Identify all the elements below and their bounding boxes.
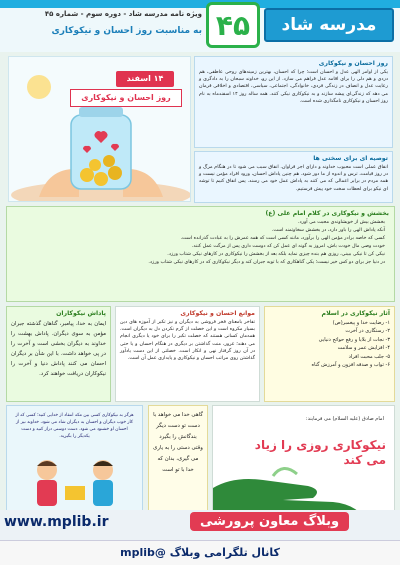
header-top-bar [0,0,400,8]
page-title: مدرسه شاد [264,8,394,42]
list-item: آنکه پاداش الهی را باور دارد، در بخشش سخاوتمند است. [271,228,385,233]
section-text: ایمان به خدا، پیامبر، گناهان گذشته جبران مؤمن به سوی دیگران. پاداش بهشت را خداوند به دیگران بخشی است و آخرت را در پی خواهد داشت. با این شأن بر دیگران احسان می کنند پاداش دنیا و آخرت را نیکوکاران دریافت خواهند کرد. [11,321,106,377]
section-title: توصیه ای برای سختی ها [313,155,388,162]
calligraphy-source: امام صادق (علیه السلام) می فرمایند: [305,416,384,422]
ehsan-day-section [194,56,393,148]
quote-text: گاهی خدا می خواهد با دست تو دست دیگر بندگانش را بگیرد وقتی دستی را به یاری می گیری، بدان که خدا با تو است [153,412,203,473]
section-title: روز احسان و نیکوکاری [318,60,388,67]
list-item: خودت وصی مال خودت باش، امروز به گونه ای عمل کن که دوست داری پس از مرگت عمل کنند. [191,244,385,249]
section-text: تفاخر بامعنای فخر فروشی به دیگران و نیز تکبر از آموزه های دین بسیار مکروه است و این خصلت از گرم نکردن دل به دیگران است. همه‌مان کسانی هستند که خصلت تکبر را برای خود یا دیگری انجام می دهند؛ غرور، منت گذاشتن بر دیگری در هنگام احسان و یا حتی در آن روز گرفتار نهی و انکار است. خصلتی از این دست یادآور گذاشتن روی مراتب احسان و نیکوکاری و پایداری عمل آن است. [120,320,255,362]
list-item: نیکی کن تا نیکی ببینی، روزی هم بنده چیزی نماید بلکه بعد از بخشش را نیکوکاری در کارهای نیکی شتاب ورزد. [167,252,385,257]
site-link[interactable]: www.mplib.ir [4,514,109,530]
hero-illustration [8,56,191,202]
blog-name: وبلاگ معاون پرورشی [190,512,349,531]
section-title: آثار نیکوکاری در اسلام [321,310,390,317]
list-item: ۱- رضایت خدا و پیغمبر(ص) [332,320,390,326]
children-illustration [6,405,143,520]
list-item: ۶- ثواب و صدقه افزون و آمرزش گناه [311,362,390,369]
section-text: انفاق عملی است محبوب خداوند و دارای اجر فراوان. انفاق سبب می شود تا در هنگام مرگ و در روز قیامت، ترس و اندوه از ما دور شود. هم چنین پاداش احسان، ورود افراد مؤمن نیست و همه مردم در برابر اعمالی که می کنند به پاداش عمل خود می رسند. پس انفاق کنیم تا توشه ای نیکو برای لحظات سخت خود پیش فرستیم. [199,165,388,192]
list-item: ۲- رستگاری در آخرت [345,328,390,335]
children-icon [17,456,134,516]
reward-section [6,306,111,402]
advice-section [194,151,393,203]
section-title: موانع احسان و نیکوکاری [180,310,255,317]
hero-caption: روز احسان و نیکوکاری [70,89,182,107]
telegram-bar[interactable] [0,540,400,565]
list-item: در دنیا جز برای دو کس خیر نیست؛ یکی گناهکاری که با توبه جبران کند و دیگر نیکوکاری که در کارهای نیکی شتاب ورزد. [148,260,385,265]
calligraphy-panel [212,405,395,520]
section-title: پاداش نیکوکاران [56,310,106,317]
telegram-handle[interactable]: @mplib [120,546,166,559]
list-item: کسی که خاصه برادر مؤمن الهی را برآورد، مانند کسی است که همه عمرش را به عبادت گذرانده است. [180,236,385,241]
donation-jar-icon [9,57,191,202]
issue-number: ۴۵ [206,2,260,48]
list-item: ۴- افزایش عمر و سلامت [337,345,390,352]
issue-line: ویژه نامه مدرسه شاد - دوره سوم - شماره ۴۵ [44,10,202,18]
section-text: یکی از اوامر الهی عدل و احسان است؛ چرا که احسان، بهترین زمینه‌های روحی عاطفی، هم دردی و هم دلی را برای اقامه عدل فراهم می سازد. از این رو، خداوند سبحان را به دادگری و رعایت عدل و انصاف در زندگی فردی، خانوادگی، اجتماعی، سیاسی، اقتصادی و اخلاقی فرمان می دهد که زندگی‌ای پیشه سازند و به نیکوکاری نیکی کنند. همه ساله روز ۱۴ اسفندماه به نام روز احسان و نیکوکاری نامگذاری شده است. [199,70,388,104]
date-badge: ۱۴ اسفند [116,71,174,87]
calligraphy-text: نیکوکاری روزی را زیاد می کند [254,438,386,467]
imam-ali-quotes-section [6,206,395,302]
effects-section [264,306,395,402]
list-item: بخشش بیش از خویشاوندی محبت می آورد. [298,220,385,225]
list-item: ۵- جلب محبت افراد [348,353,390,360]
telegram-label: کانال تلگرامی وبلاگ [169,546,280,559]
quote-box [148,405,208,515]
obstacles-section [115,306,260,402]
list-item: ۳- نجات از بلایا و رفع حوائج دنیایی [318,336,390,343]
poem-text: هرگز به نیکوکاری کسی بین مکه انتقاد از خدایی کنید؛ کسی که از کار خوب دیگران و احسان به دیگران شاد می شود، خداوند نیز از احسان او خشنود می شود. دست دوستی دراز کنید و دست یکدیگر را بگیرید. [15,413,134,439]
section-title: بخشش و نیکوکاری در کلام امام علی (ع) [265,210,389,217]
occasion-line: به مناسبت روز احسان و نیکوکاری [51,26,202,36]
